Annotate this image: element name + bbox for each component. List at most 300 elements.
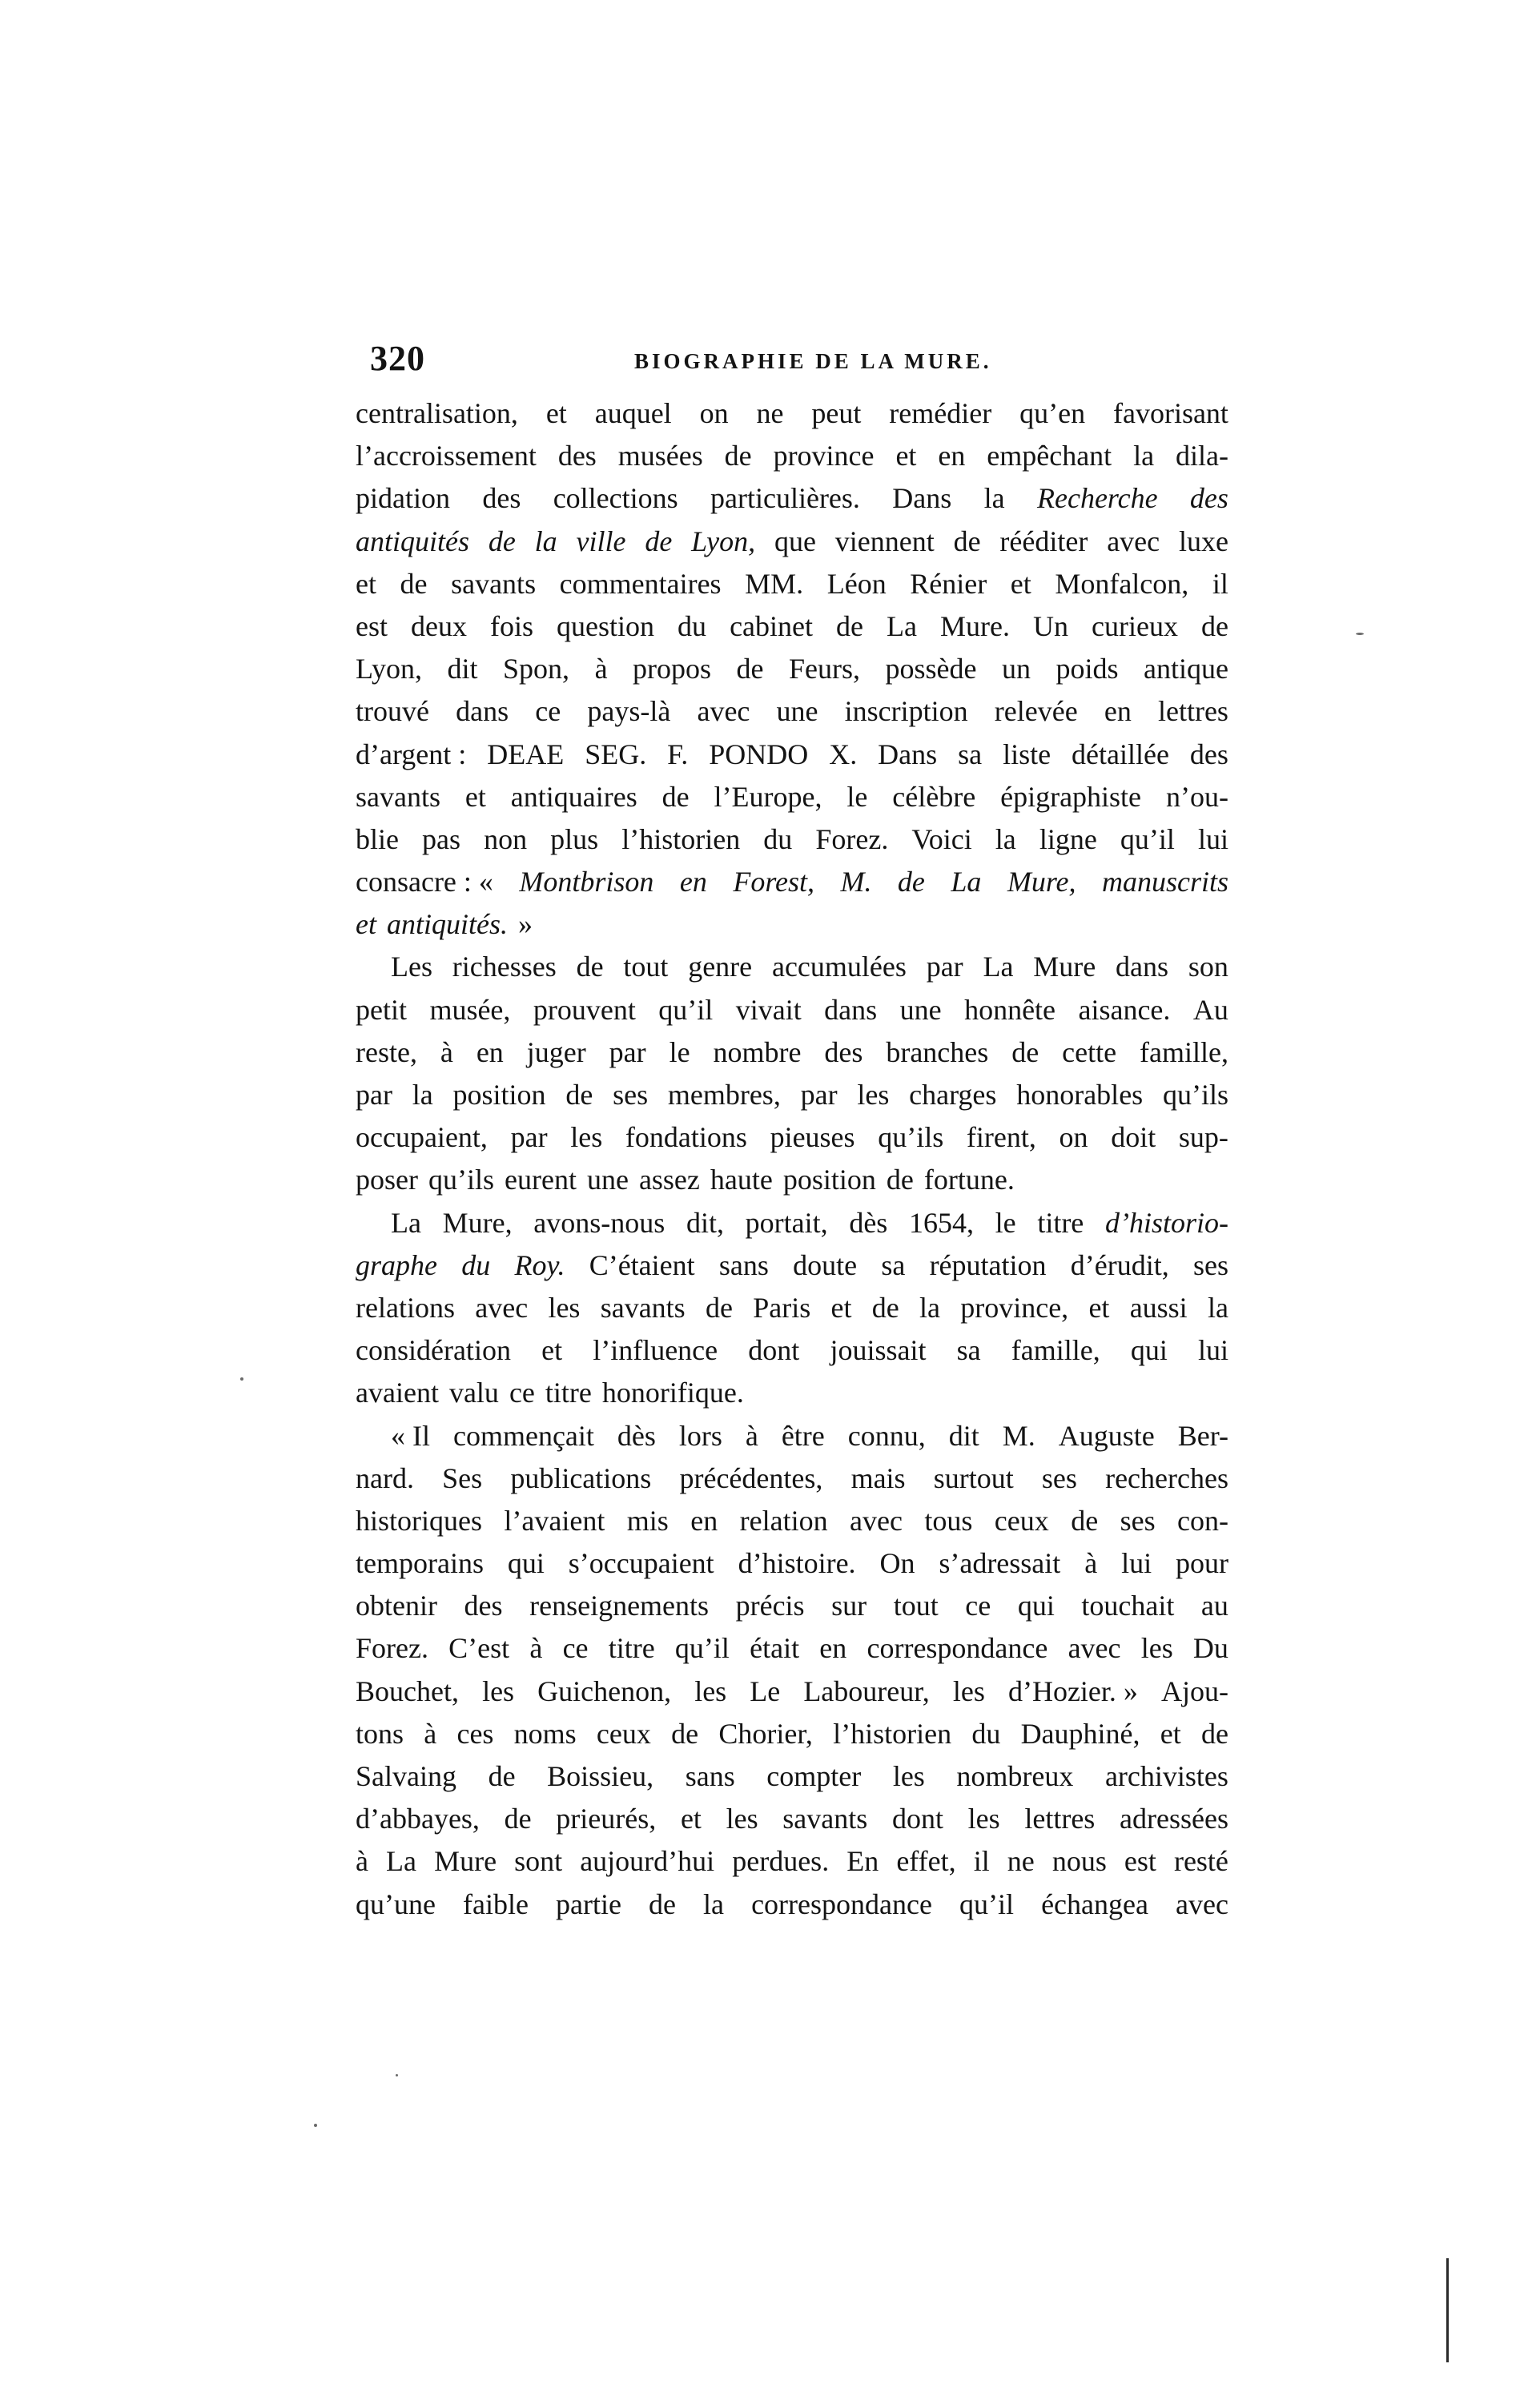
- word: de: [1011, 1035, 1039, 1068]
- word: qu’il: [1120, 822, 1175, 855]
- word: Forez.: [356, 1632, 428, 1665]
- word: relevée: [994, 695, 1078, 728]
- word: petit: [356, 993, 407, 1026]
- word: l’influence: [593, 1334, 718, 1367]
- word: s’occupaient: [568, 1547, 714, 1580]
- word: dans: [1116, 951, 1169, 983]
- word: Forez.: [815, 822, 889, 855]
- word: savants: [600, 1291, 686, 1324]
- word: poser: [356, 1164, 418, 1196]
- word: province,: [960, 1291, 1069, 1324]
- word: pays-là: [587, 695, 671, 728]
- word: considération: [356, 1334, 511, 1367]
- word: ceux: [994, 1504, 1049, 1537]
- word: C’est: [448, 1632, 510, 1665]
- word: dit,: [686, 1206, 724, 1239]
- word: des: [464, 1590, 503, 1622]
- word: remédier: [889, 397, 992, 429]
- word: musées: [617, 440, 703, 472]
- word: en: [938, 440, 966, 472]
- page-number: 320: [370, 339, 425, 378]
- word: honnête: [964, 993, 1056, 1026]
- word: possède: [885, 653, 977, 685]
- text-line: [356, 734, 1228, 776]
- word: lui: [1197, 822, 1228, 855]
- word: célèbre: [892, 780, 976, 813]
- word: Spon,: [503, 653, 570, 685]
- word: valu: [448, 1377, 499, 1409]
- word: de: [649, 1887, 676, 1920]
- word: jouissait: [830, 1334, 927, 1367]
- word: peut: [811, 397, 862, 429]
- word: nombre: [713, 1035, 802, 1068]
- word: auquel: [594, 397, 672, 429]
- word: est: [356, 609, 388, 642]
- word: relations: [356, 1291, 455, 1324]
- word: sa: [881, 1248, 906, 1281]
- word: publications: [510, 1461, 652, 1494]
- word: plus: [550, 822, 599, 855]
- word: échangea: [1041, 1887, 1148, 1920]
- word: sont: [514, 1845, 563, 1878]
- word: détaillée: [1072, 738, 1169, 770]
- word: de: [645, 525, 673, 557]
- word: titre: [1037, 1206, 1084, 1239]
- word: et: [1010, 567, 1031, 600]
- word: et: [830, 1291, 852, 1324]
- word: ce: [965, 1590, 991, 1622]
- word: empêchant: [987, 440, 1112, 472]
- word: lettres: [1157, 695, 1228, 728]
- word: une: [899, 993, 942, 1026]
- word: Un: [1033, 609, 1069, 642]
- word: dès: [617, 1419, 656, 1452]
- word: en: [819, 1632, 847, 1665]
- word: de: [565, 1079, 593, 1111]
- word: vivait: [735, 993, 802, 1026]
- word: haute: [710, 1164, 773, 1196]
- text-line: [356, 1372, 1228, 1414]
- word: Monfalcon,: [1055, 567, 1189, 600]
- word: à: [1084, 1547, 1098, 1580]
- word: et: [1088, 1291, 1110, 1324]
- word: propos: [633, 653, 712, 685]
- word: ses: [613, 1079, 649, 1111]
- word: firent,: [966, 1121, 1036, 1154]
- word: fois: [490, 609, 534, 642]
- word: Bouchet,: [356, 1674, 459, 1707]
- word: viennent: [834, 525, 935, 557]
- word: 1654,: [908, 1206, 974, 1239]
- word: d’histoire.: [738, 1547, 856, 1580]
- word: fortune.: [923, 1164, 1015, 1196]
- text-line: [356, 1116, 1228, 1159]
- word: musée,: [429, 993, 511, 1026]
- scan-speck: [240, 1377, 243, 1381]
- scan-speck: [1356, 633, 1364, 635]
- word: lors: [678, 1419, 722, 1452]
- word: historiques: [356, 1504, 482, 1537]
- word: la: [1133, 440, 1155, 472]
- word: Lyon,: [691, 525, 756, 557]
- word: nombreux: [956, 1760, 1074, 1792]
- word: la: [995, 822, 1016, 855]
- word: Mure.: [940, 609, 1010, 642]
- text-line: [356, 1585, 1228, 1627]
- word: favorisant: [1112, 397, 1228, 429]
- word: non: [484, 822, 528, 855]
- word: On: [879, 1547, 915, 1580]
- word: blie: [356, 822, 399, 855]
- word: rééditer: [999, 525, 1088, 557]
- word: les: [694, 1674, 727, 1707]
- word: Les: [391, 951, 432, 983]
- word: touchait: [1081, 1590, 1175, 1622]
- word: à: [529, 1632, 543, 1665]
- word: les: [857, 1079, 890, 1111]
- word: de: [576, 951, 604, 983]
- word: Paris: [753, 1291, 811, 1324]
- word: dès: [849, 1206, 888, 1239]
- word: du: [678, 609, 707, 642]
- word: partie: [556, 1887, 621, 1920]
- word: commentaires: [559, 567, 722, 600]
- word: de: [1071, 1504, 1099, 1537]
- word: province: [773, 440, 875, 472]
- word: juger: [526, 1035, 586, 1068]
- word: sans: [718, 1248, 769, 1281]
- word: MM.: [745, 567, 804, 600]
- word: qu’il: [658, 993, 714, 1026]
- text-line: [356, 989, 1228, 1031]
- word: fondations: [625, 1121, 747, 1154]
- word: Mure: [1033, 951, 1096, 983]
- text-line: [356, 1329, 1228, 1372]
- word: La: [951, 866, 982, 898]
- word: les: [1140, 1632, 1173, 1665]
- word: qui: [1017, 1590, 1055, 1622]
- word: des: [557, 440, 597, 472]
- word: aisance.: [1078, 993, 1171, 1026]
- word: doute: [793, 1248, 858, 1281]
- word: nous: [1051, 1845, 1107, 1878]
- word: Montbrison: [519, 866, 654, 898]
- word: en: [679, 866, 707, 898]
- word: qu’ils: [1162, 1079, 1228, 1111]
- word: Ber-: [1177, 1419, 1228, 1452]
- word: la: [703, 1887, 725, 1920]
- word: tous: [924, 1504, 973, 1537]
- text-line: [356, 1713, 1228, 1755]
- word: des: [1189, 738, 1228, 770]
- word: savants: [356, 780, 440, 813]
- word: luxe: [1178, 525, 1228, 557]
- word: pidation: [356, 482, 450, 515]
- word: »: [517, 908, 533, 941]
- word: Ajou-: [1160, 1674, 1228, 1707]
- text-line: [356, 1244, 1228, 1287]
- word: antiquités: [356, 525, 469, 557]
- word: Léon: [826, 567, 887, 600]
- word: de: [897, 866, 925, 898]
- word: relation: [739, 1504, 828, 1537]
- word: le: [669, 1035, 690, 1068]
- word: était: [750, 1632, 800, 1665]
- word: s’adressait: [939, 1547, 1061, 1580]
- word: de: [488, 1760, 516, 1792]
- word: la: [534, 525, 557, 557]
- word: sa: [956, 1334, 981, 1367]
- word: ces: [456, 1717, 494, 1750]
- word: la: [983, 482, 1005, 515]
- word: épigraphiste: [1000, 780, 1142, 813]
- word: un: [1002, 653, 1031, 685]
- word: ceux: [596, 1717, 651, 1750]
- word: on: [1059, 1121, 1088, 1154]
- word: lui: [1197, 1334, 1228, 1367]
- word: archivistes: [1104, 1760, 1228, 1792]
- word: de: [671, 1717, 699, 1750]
- word: portait,: [745, 1206, 828, 1239]
- word: de: [1201, 609, 1228, 642]
- word: par: [609, 1035, 646, 1068]
- word: des: [824, 1035, 863, 1068]
- word: manuscrits: [1101, 866, 1228, 898]
- text-line: [356, 1840, 1228, 1883]
- word: que: [774, 525, 816, 557]
- word: Le: [750, 1674, 781, 1707]
- word: lettres: [1024, 1803, 1096, 1835]
- word: La: [391, 1206, 421, 1239]
- word: Auguste: [1058, 1419, 1155, 1452]
- word: cabinet: [730, 609, 814, 642]
- word: et: [356, 908, 376, 941]
- word: « Il: [391, 1419, 430, 1452]
- word: La: [386, 1845, 417, 1878]
- word: assez: [638, 1164, 700, 1196]
- word: reste,: [356, 1035, 417, 1068]
- word: avec: [1107, 525, 1160, 557]
- word: sur: [831, 1590, 867, 1622]
- word: de: [504, 1803, 532, 1835]
- word: M.: [840, 866, 872, 898]
- word: les: [570, 1121, 603, 1154]
- word: Mure,: [1007, 866, 1076, 898]
- word: avec: [850, 1504, 903, 1537]
- word: ses: [1041, 1461, 1077, 1494]
- text-line: [356, 1074, 1228, 1116]
- word: aussi: [1129, 1291, 1188, 1324]
- word: avec: [697, 695, 750, 728]
- word: à: [440, 1035, 453, 1068]
- word: branches: [886, 1035, 989, 1068]
- word: de: [736, 653, 764, 685]
- word: l’accroissement: [356, 440, 537, 472]
- word: richesses: [452, 951, 557, 983]
- word: la: [412, 1079, 433, 1111]
- word: famille,: [1140, 1035, 1228, 1068]
- word: SEG.: [585, 738, 647, 770]
- word: de: [705, 1291, 733, 1324]
- word: de: [836, 609, 864, 642]
- word: Voici: [911, 822, 972, 855]
- word: des: [482, 482, 521, 515]
- word: une: [776, 695, 818, 728]
- word: de: [886, 1164, 914, 1196]
- page-header-title: BIOGRAPHIE DE LA MURE.: [634, 349, 992, 373]
- word: d’abbayes,: [356, 1803, 480, 1835]
- word: les: [952, 1674, 985, 1707]
- word: occupaient,: [356, 1121, 488, 1154]
- word: La: [887, 609, 917, 642]
- text-line: [356, 1159, 1228, 1201]
- word: doit: [1111, 1121, 1156, 1154]
- word: à: [745, 1419, 758, 1452]
- word: correspondance: [751, 1887, 932, 1920]
- word: une: [586, 1164, 629, 1196]
- word: les: [548, 1291, 581, 1324]
- word: ce: [562, 1632, 589, 1665]
- text-line: [356, 690, 1228, 733]
- word: Du: [1192, 1632, 1228, 1665]
- text-line: [356, 605, 1228, 648]
- word: antique: [1144, 653, 1228, 685]
- word: prieurés,: [556, 1803, 657, 1835]
- word: tout: [893, 1590, 939, 1622]
- word: de: [661, 780, 690, 813]
- word: inscription: [844, 695, 968, 728]
- word: il: [1212, 567, 1228, 600]
- text-line: [356, 776, 1228, 818]
- word: son: [1188, 951, 1228, 983]
- word: ne: [756, 397, 784, 429]
- word: compter: [766, 1760, 862, 1792]
- word: F.: [667, 738, 689, 770]
- margin-rule: [1446, 2258, 1449, 2362]
- text-line: [356, 903, 1228, 946]
- text-line: [356, 521, 1228, 563]
- word: précédentes,: [679, 1461, 823, 1494]
- word: La: [983, 951, 1014, 983]
- word: par: [800, 1079, 838, 1111]
- word: pour: [1175, 1547, 1228, 1580]
- word: position: [452, 1079, 546, 1111]
- word: ce: [509, 1377, 535, 1409]
- text-line: [356, 1202, 1228, 1244]
- word: n’ou-: [1165, 780, 1228, 813]
- word: Ses: [442, 1461, 483, 1494]
- word: en: [476, 1035, 504, 1068]
- word: du: [763, 822, 793, 855]
- word: des: [1189, 482, 1228, 515]
- word: avaient: [356, 1377, 439, 1409]
- word: Mure,: [442, 1206, 513, 1239]
- word: le: [995, 1206, 1016, 1239]
- text-line: [356, 1031, 1228, 1074]
- word: PONDO: [709, 738, 809, 770]
- word: trouvé: [356, 695, 429, 728]
- word: sup-: [1178, 1121, 1228, 1154]
- word: ville: [576, 525, 626, 557]
- word: graphe: [356, 1248, 437, 1281]
- word: qu’ils: [428, 1164, 494, 1196]
- word: surtout: [933, 1461, 1014, 1494]
- word: qu’ils: [878, 1121, 944, 1154]
- word: de: [724, 440, 752, 472]
- word: cette: [1062, 1035, 1117, 1068]
- word: recherches: [1105, 1461, 1228, 1494]
- word: antiquités.: [386, 908, 508, 941]
- word: Dauphiné,: [1020, 1717, 1140, 1750]
- word: collections: [553, 482, 678, 515]
- text-line: [356, 1798, 1228, 1840]
- word: dans: [824, 993, 878, 1026]
- word: les: [726, 1803, 758, 1835]
- word: la: [919, 1291, 940, 1324]
- word: précis: [735, 1590, 805, 1622]
- word: par: [356, 1079, 392, 1111]
- word: commençait: [452, 1419, 594, 1452]
- word: centralisation,: [356, 397, 518, 429]
- word: pieuses: [770, 1121, 855, 1154]
- word: qu’une: [356, 1887, 436, 1920]
- text-line: [356, 1627, 1228, 1670]
- word: dans: [456, 695, 509, 728]
- text-line: [356, 648, 1228, 690]
- word: en: [1104, 695, 1132, 728]
- word: qu’en: [1019, 397, 1086, 429]
- word: poids: [1056, 653, 1119, 685]
- word: con-: [1177, 1504, 1228, 1537]
- word: de: [871, 1291, 899, 1324]
- text-line: [356, 946, 1228, 988]
- word: temporains: [356, 1547, 484, 1580]
- word: Guichenon,: [537, 1674, 672, 1707]
- word: adressées: [1120, 1803, 1228, 1835]
- word: sans: [685, 1760, 735, 1792]
- word: tout: [623, 951, 669, 983]
- word: qui: [507, 1547, 545, 1580]
- word: noms: [513, 1717, 577, 1750]
- word: consacre : «: [356, 866, 493, 898]
- word: au: [1200, 1590, 1228, 1622]
- word: Salvaing: [356, 1760, 456, 1792]
- word: genre: [688, 951, 753, 983]
- word: Lyon,: [356, 653, 423, 685]
- word: le: [846, 780, 868, 813]
- word: liste: [1003, 738, 1051, 770]
- word: ce: [535, 695, 561, 728]
- running-head: [370, 335, 1223, 391]
- word: Mure: [434, 1845, 497, 1878]
- word: sa: [958, 738, 983, 770]
- text-line: [356, 563, 1228, 605]
- body-text: [356, 392, 1228, 1926]
- text-line: [356, 1457, 1228, 1500]
- word: prouvent: [533, 993, 636, 1026]
- word: Feurs,: [789, 653, 861, 685]
- word: l’historien: [833, 1717, 952, 1750]
- word: DEAE: [487, 738, 565, 770]
- word: du: [971, 1717, 1001, 1750]
- word: Roy.: [514, 1248, 565, 1281]
- word: en: [690, 1504, 718, 1537]
- word: les: [892, 1760, 925, 1792]
- word: dit: [447, 653, 478, 685]
- word: faible: [463, 1887, 529, 1920]
- word: réputation: [929, 1248, 1047, 1281]
- text-line: [356, 435, 1228, 477]
